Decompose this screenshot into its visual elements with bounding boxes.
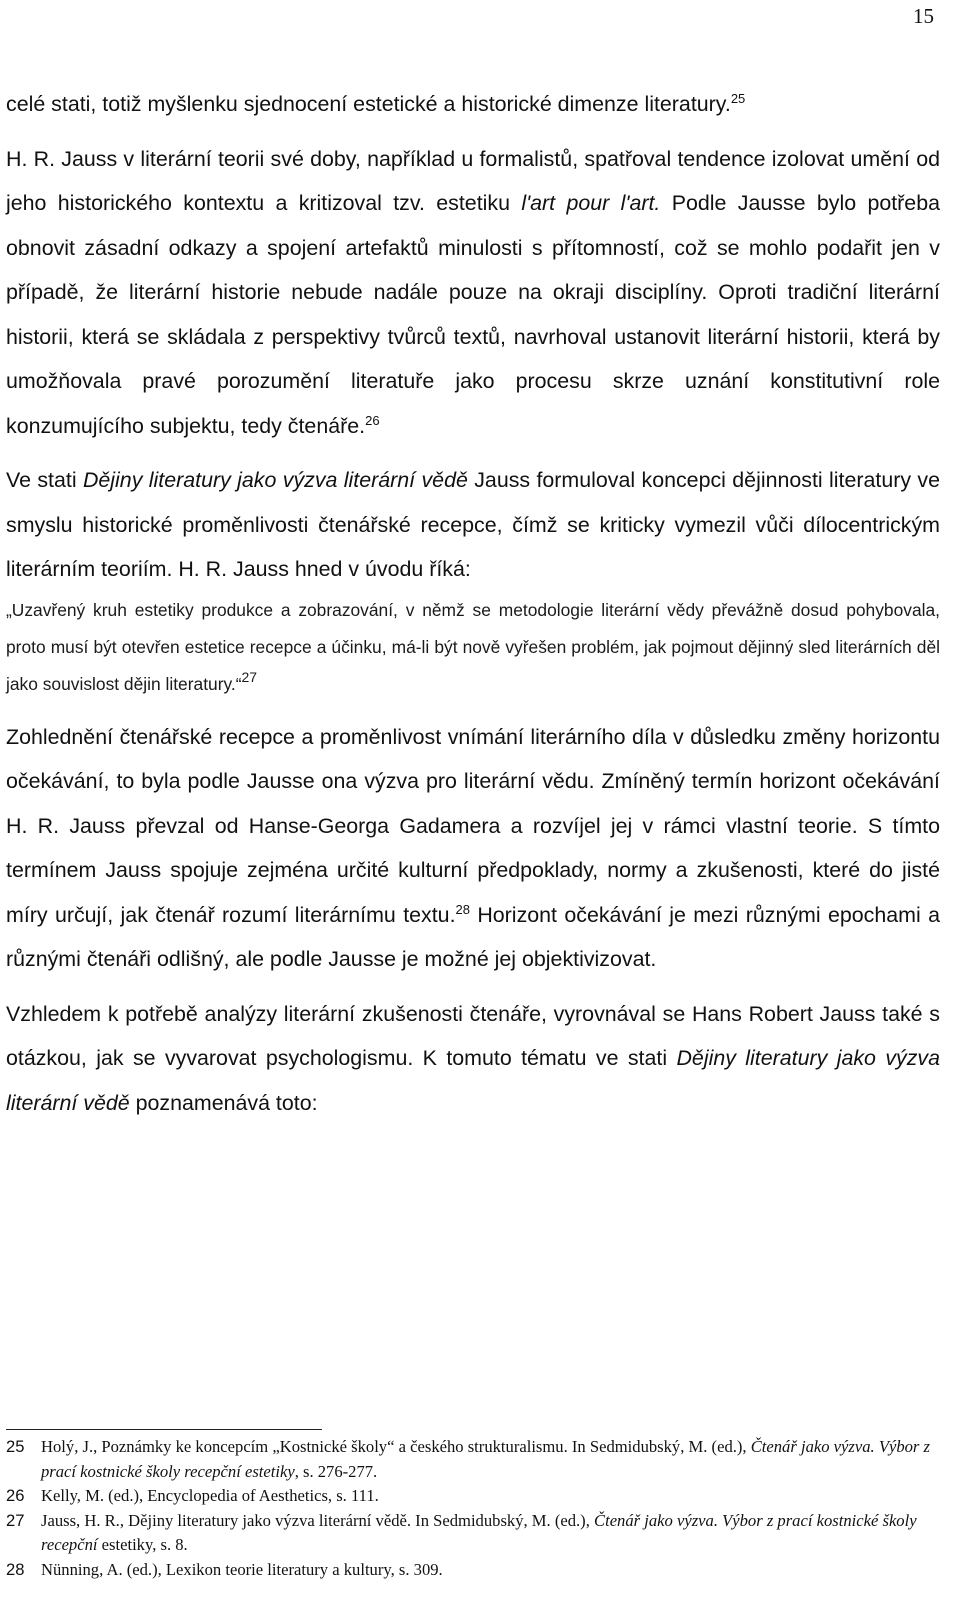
paragraph-5-italic-title: Dějiny literatury jako výzva literární vědě [6,1046,940,1115]
footnote-25 [6,1435,940,1484]
footnote-text-a: Holý, J., Poznámky ke koncepcím „Kostnické školy“ a českého strukturalismu. In Sedmidubský, M. (ed.), [41,1437,751,1456]
paragraph-1 [6,82,940,127]
paragraph-4 [6,715,940,982]
page-number: 15 [913,4,934,28]
footnote-text: Kelly, M. (ed.), Encyclopedia of Aesthetics, s. 111. [41,1486,379,1506]
footnote-separator [6,1429,322,1430]
body-text [6,82,940,1125]
block-quote [6,592,940,703]
paragraph-1-text: celé stati, totiž myšlenku sjednocení estetické a historické dimenze literatury. [6,92,731,116]
footnote-26 [6,1484,940,1509]
footnote-text [41,1509,940,1558]
paragraph-5-text-b: poznamenává toto: [129,1090,318,1115]
footnote-italic: Čtenář jako výzva. Výbor z prací kostnické školy recepční [41,1510,917,1555]
footnote-text-a: Jauss, H. R., Dějiny literatury jako výzva literární vědě. In Sedmidubský, M. (ed.), [41,1510,595,1530]
paragraph-3 [6,458,940,592]
footnote-text: Nünning, A. (ed.), Lexikon teorie literatury a kultury, s. 309. [41,1559,443,1579]
block-quote-text: „Uzavřený kruh estetiky produkce a zobrazování, v němž se metodologie literární vědy převážně dosud pohybovala, proto musí být otevřen estetice recepce a účinku, má-li být nově vyřešen problém, jak pojmout dějinný sled literárních děl jako souvislost dějin literatury.“ [6,599,940,694]
paragraph-2-italic: l'art pour l'art. [521,191,661,215]
footnotes [6,1435,940,1583]
paragraph-3-italic-title: Dějiny literatury jako výzva literární vědě [82,468,468,492]
footnote-ref-27[interactable]: 27 [241,668,258,685]
paragraph-4-text-a: Zohlednění čtenářské recepce a proměnlivost vnímání literárního díla v důsledku změny horizontu očekávání, to byla podle Jausse ona výzva pro literární vědu. Zmíněný termín horizont očekávání H. R. Jauss převzal od Hanse-Georga Gadamera a rozvíjel jej v rámci vlastní teorie. S tímto termínem Jauss spojuje zejména určité kulturní předpoklady, normy a zkušenosti, které do jisté míry určují, jak čtenář rozumí literárnímu textu. [6,724,940,927]
footnote-number: 25 [6,1437,25,1456]
paragraph-5-text-a: Vzhledem k potřebě analýzy literární zkušenosti čtenáře, vyrovnával se Hans Robert Jauss také s otázkou, jak se vyvarovat psychologismu. K tomuto tématu ve stati [6,1001,940,1070]
footnote-number: 26 [6,1486,25,1506]
footnote-ref-28[interactable]: 28 [455,901,470,917]
paragraph-3-text-b: Jauss formuloval koncepci dějinnosti literatury ve smyslu historické proměnlivosti čtenářské recepce, čímž se kriticky vymezil vůči dílocentrickým literárním teoriím. H. R. Jauss hned v úvodu říká: [6,468,940,581]
paragraph-2-text-a: H. R. Jauss v literární teorii své doby, například u formalistů, spatřoval tendence izolovat umění od jeho historického kontextu a kritizoval tzv. estetiku [6,146,940,215]
footnote-italic: Čtenář jako výzva. Výbor z prací kostnické školy recepční estetiky [41,1437,930,1481]
paragraph-5 [6,992,940,1126]
paragraph-3-text-a: Ve stati [6,468,83,492]
footnote-number: 27 [6,1510,25,1530]
footnote-27 [6,1509,940,1558]
footnote-28 [6,1558,940,1583]
footnote-text [41,1435,940,1484]
footnote-number: 28 [6,1559,25,1579]
paragraph-4-text-b: Horizont očekávání je mezi různými epochami a různými čtenáři odlišný, ale podle Jausse je možné jej objektivizovat. [6,902,940,971]
footnote-text-b: estetiky, s. 8. [97,1535,188,1555]
paragraph-2-text-b: Podle Jausse bylo potřeba obnovit zásadní odkazy a spojení artefaktů minulosti s přítomností, což se mohlo podařit jen v případě, že literární historie nebude nadále pouze na okraji disciplíny. Oproti tradiční literární historii, která se skládala z perspektivy tvůrců textů, navrhoval ustanovit literární historii, která by umožňovala pravé porozumění literatuře jako procesu skrze uznání konstitutivní role konzumujícího subjektu, tedy čtenáře. [6,191,940,438]
footnote-text-b: , s. 276-277. [294,1461,378,1481]
paragraph-2 [6,137,940,449]
footnote-ref-26[interactable]: 26 [365,412,380,428]
footnote-ref-25[interactable]: 25 [730,91,746,106]
